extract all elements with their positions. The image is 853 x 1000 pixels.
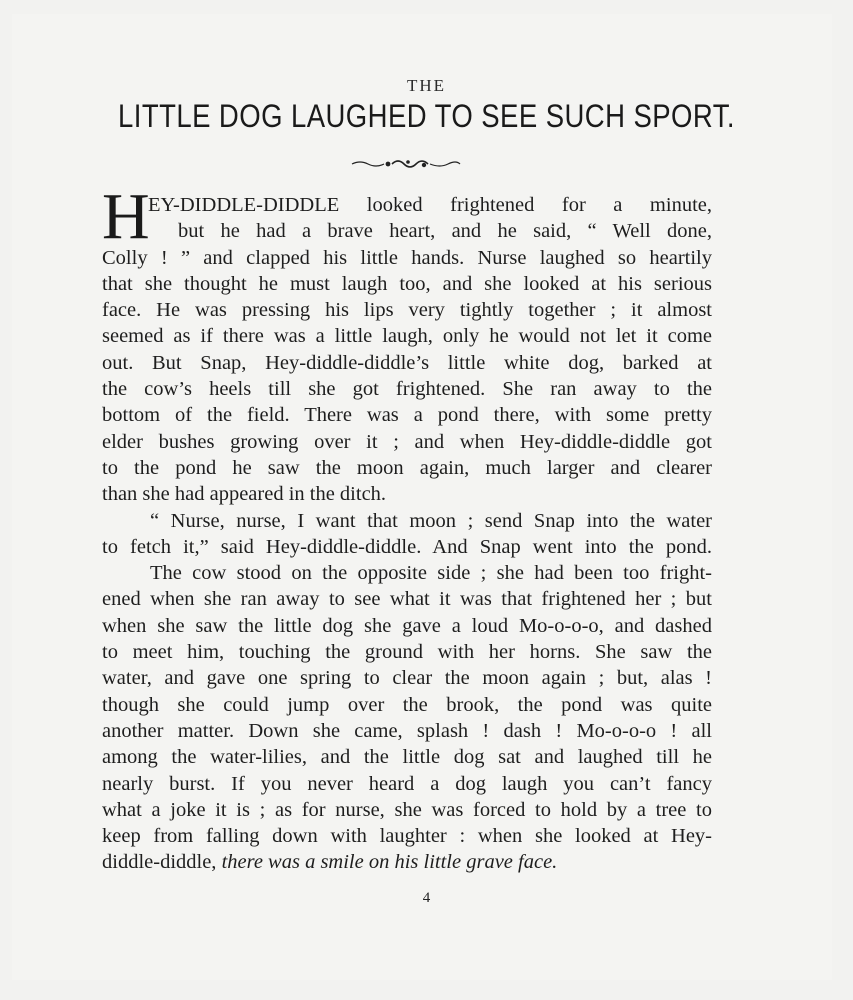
final-text-line bbox=[102, 849, 712, 875]
text-line: elder bushes growing over it ; and when Hey-diddle-diddle got bbox=[102, 430, 712, 453]
text-line: the cow’s heels till she got frightened. She ran away to the bbox=[102, 378, 712, 401]
ornament-divider-icon bbox=[350, 156, 462, 172]
final-line-italic: there was a smile on his little grave face. bbox=[221, 851, 558, 874]
text-line: nearly burst. If you never heard a dog laugh you can’t fancy bbox=[102, 772, 712, 795]
text-line: another matter. Down she came, splash ! dash ! Mo-o-o-o ! all bbox=[102, 719, 712, 742]
text-line: to the pond he saw the moon again, much larger and clearer bbox=[102, 456, 712, 479]
text-line: that she thought he must laugh too, and she looked at his serious bbox=[102, 272, 712, 295]
text-line: among the water-lilies, and the little dog sat and laughed till he bbox=[102, 746, 712, 769]
text-line: bottom of the field. There was a pond there, with some pretty bbox=[102, 404, 712, 427]
text-line: EY-DIDDLE-DIDDLE looked frightened for a minute, bbox=[148, 194, 712, 216]
pre-title: THE bbox=[406, 76, 447, 95]
text-line: to meet him, touching the ground with her horns. She saw the bbox=[102, 641, 712, 664]
text-line: “ Nurse, nurse, I want that moon ; send Snap into the water bbox=[150, 509, 712, 532]
text-line: out. But Snap, Hey-diddle-diddle’s little white dog, barked at bbox=[102, 351, 712, 374]
text-line: when she saw the little dog she gave a loud Mo-o-o-o, and dashed bbox=[102, 614, 712, 637]
drop-cap: H bbox=[102, 180, 150, 253]
text-line: than she had appeared in the ditch. bbox=[102, 483, 387, 506]
text-line: though she could jump over the brook, the pond was quite bbox=[102, 693, 712, 716]
page-title: LITTLE DOG LAUGHED TO SEE SUCH SPORT. bbox=[118, 98, 735, 134]
text-line: water, and gave one spring to clear the moon again ; but, alas ! bbox=[102, 667, 712, 690]
text-line: seemed as if there was a little laugh, only he would not let it come bbox=[102, 325, 712, 348]
text-line: Colly ! ” and clapped his little hands. Nurse laughed so heartily bbox=[102, 246, 712, 269]
text-line: to fetch it,” said Hey-diddle-diddle. And Snap went into the pond. bbox=[102, 535, 712, 558]
text-line: face. He was pressing his lips very tightly together ; it almost bbox=[102, 299, 712, 322]
text-line: what a joke it is ; as for nurse, she was forced to hold by a tree to bbox=[102, 798, 712, 821]
text-line: ened when she ran away to see what it was that frightened her ; but bbox=[102, 588, 712, 611]
text-line: The cow stood on the opposite side ; she had been too fright- bbox=[150, 562, 712, 585]
story-text bbox=[102, 180, 712, 876]
text-line: but he had a brave heart, and he said, “ Well done, bbox=[178, 220, 712, 243]
page-number: 4 bbox=[422, 890, 431, 906]
text-line: keep from falling down with laughter : when she looked at Hey- bbox=[102, 825, 712, 848]
first-paragraph-opening bbox=[102, 180, 712, 253]
final-line-plain: diddle-diddle, bbox=[102, 851, 222, 874]
